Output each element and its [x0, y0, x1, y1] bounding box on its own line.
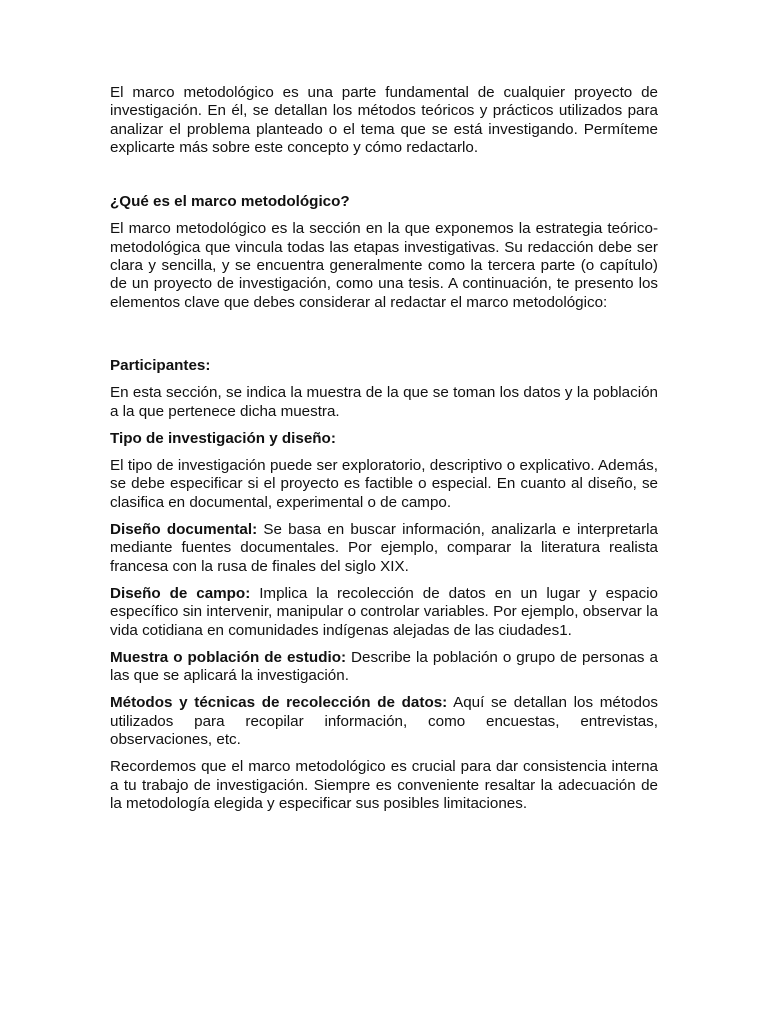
paragraph-research-type: El tipo de investigación puede ser exploratorio, descriptivo o explicativo. Además, se debe especificar si el proyecto es factible o especial. En cuanto al diseño, se clasifica en documental, experimental o de campo. [110, 457, 658, 511]
text-sample: Describe la población o grupo de personas a las que se aplicará la investigación. [110, 648, 658, 685]
heading-research-type: Tipo de investigación y diseño: [110, 429, 336, 447]
paragraph-methods [110, 694, 658, 749]
heading-participants: Participantes: [110, 356, 211, 374]
closing-paragraph: Recordemos que el marco metodológico es crucial para dar consistencia interna a tu trabajo de investigación. Siempre es conveniente resaltar la adecuación de la metodología elegida y especificar sus posibles limitaciones. [110, 758, 658, 812]
paragraph-participants: En esta sección, se indica la muestra de la que se toman los datos y la población a la que pertenece dicha muestra. [110, 384, 658, 420]
document-page [110, 84, 658, 813]
paragraph-sample [110, 649, 658, 686]
paragraph-what-is: El marco metodológico es la sección en la que exponemos la estrategia teórico-metodológica que vincula todas las etapas investigativas. Su redacción debe ser clara y sencilla, y se encuentra generalmente como la tercera parte (o capítulo) de un proyecto de investigación, como una tesis. A continuación, te presento los elementos clave que debes considerar al redactar el marco metodológico: [110, 220, 658, 311]
lead-sample: Muestra o población de estudio: [110, 648, 347, 666]
text-design-campo: Implica la recolección de datos en un lugar y espacio específico sin intervenir, manipular o controlar variables. Por ejemplo, observar la vida cotidiana en comunidades indígenas alejadas de las ciudades1. [110, 584, 658, 639]
lead-design-documental: Diseño documental: [110, 521, 258, 539]
intro-paragraph: El marco metodológico es una parte fundamental de cualquier proyecto de investigación. En él, se detallan los métodos teóricos y prácticos utilizados para analizar el problema planteado o el tema que se está investigando. Permíteme explicarte más sobre este concepto y cómo redactarlo. [110, 84, 658, 156]
lead-design-campo: Diseño de campo: [110, 584, 251, 602]
paragraph-design-campo [110, 585, 658, 640]
text-design-documental: Se basa en buscar información, analizarla e interpretarla mediante fuentes documentales. Por ejemplo, comparar la literatura realista francesa con la rusa de finales del siglo XIX. [110, 521, 658, 575]
text-methods: Aquí se detallan los métodos utilizados para recopilar información, como encuestas, entrevistas, observaciones, etc. [110, 694, 658, 749]
lead-methods: Métodos y técnicas de recolección de datos: [110, 694, 448, 712]
heading-what-is: ¿Qué es el marco metodológico? [110, 193, 350, 211]
paragraph-design-documental [110, 521, 658, 576]
